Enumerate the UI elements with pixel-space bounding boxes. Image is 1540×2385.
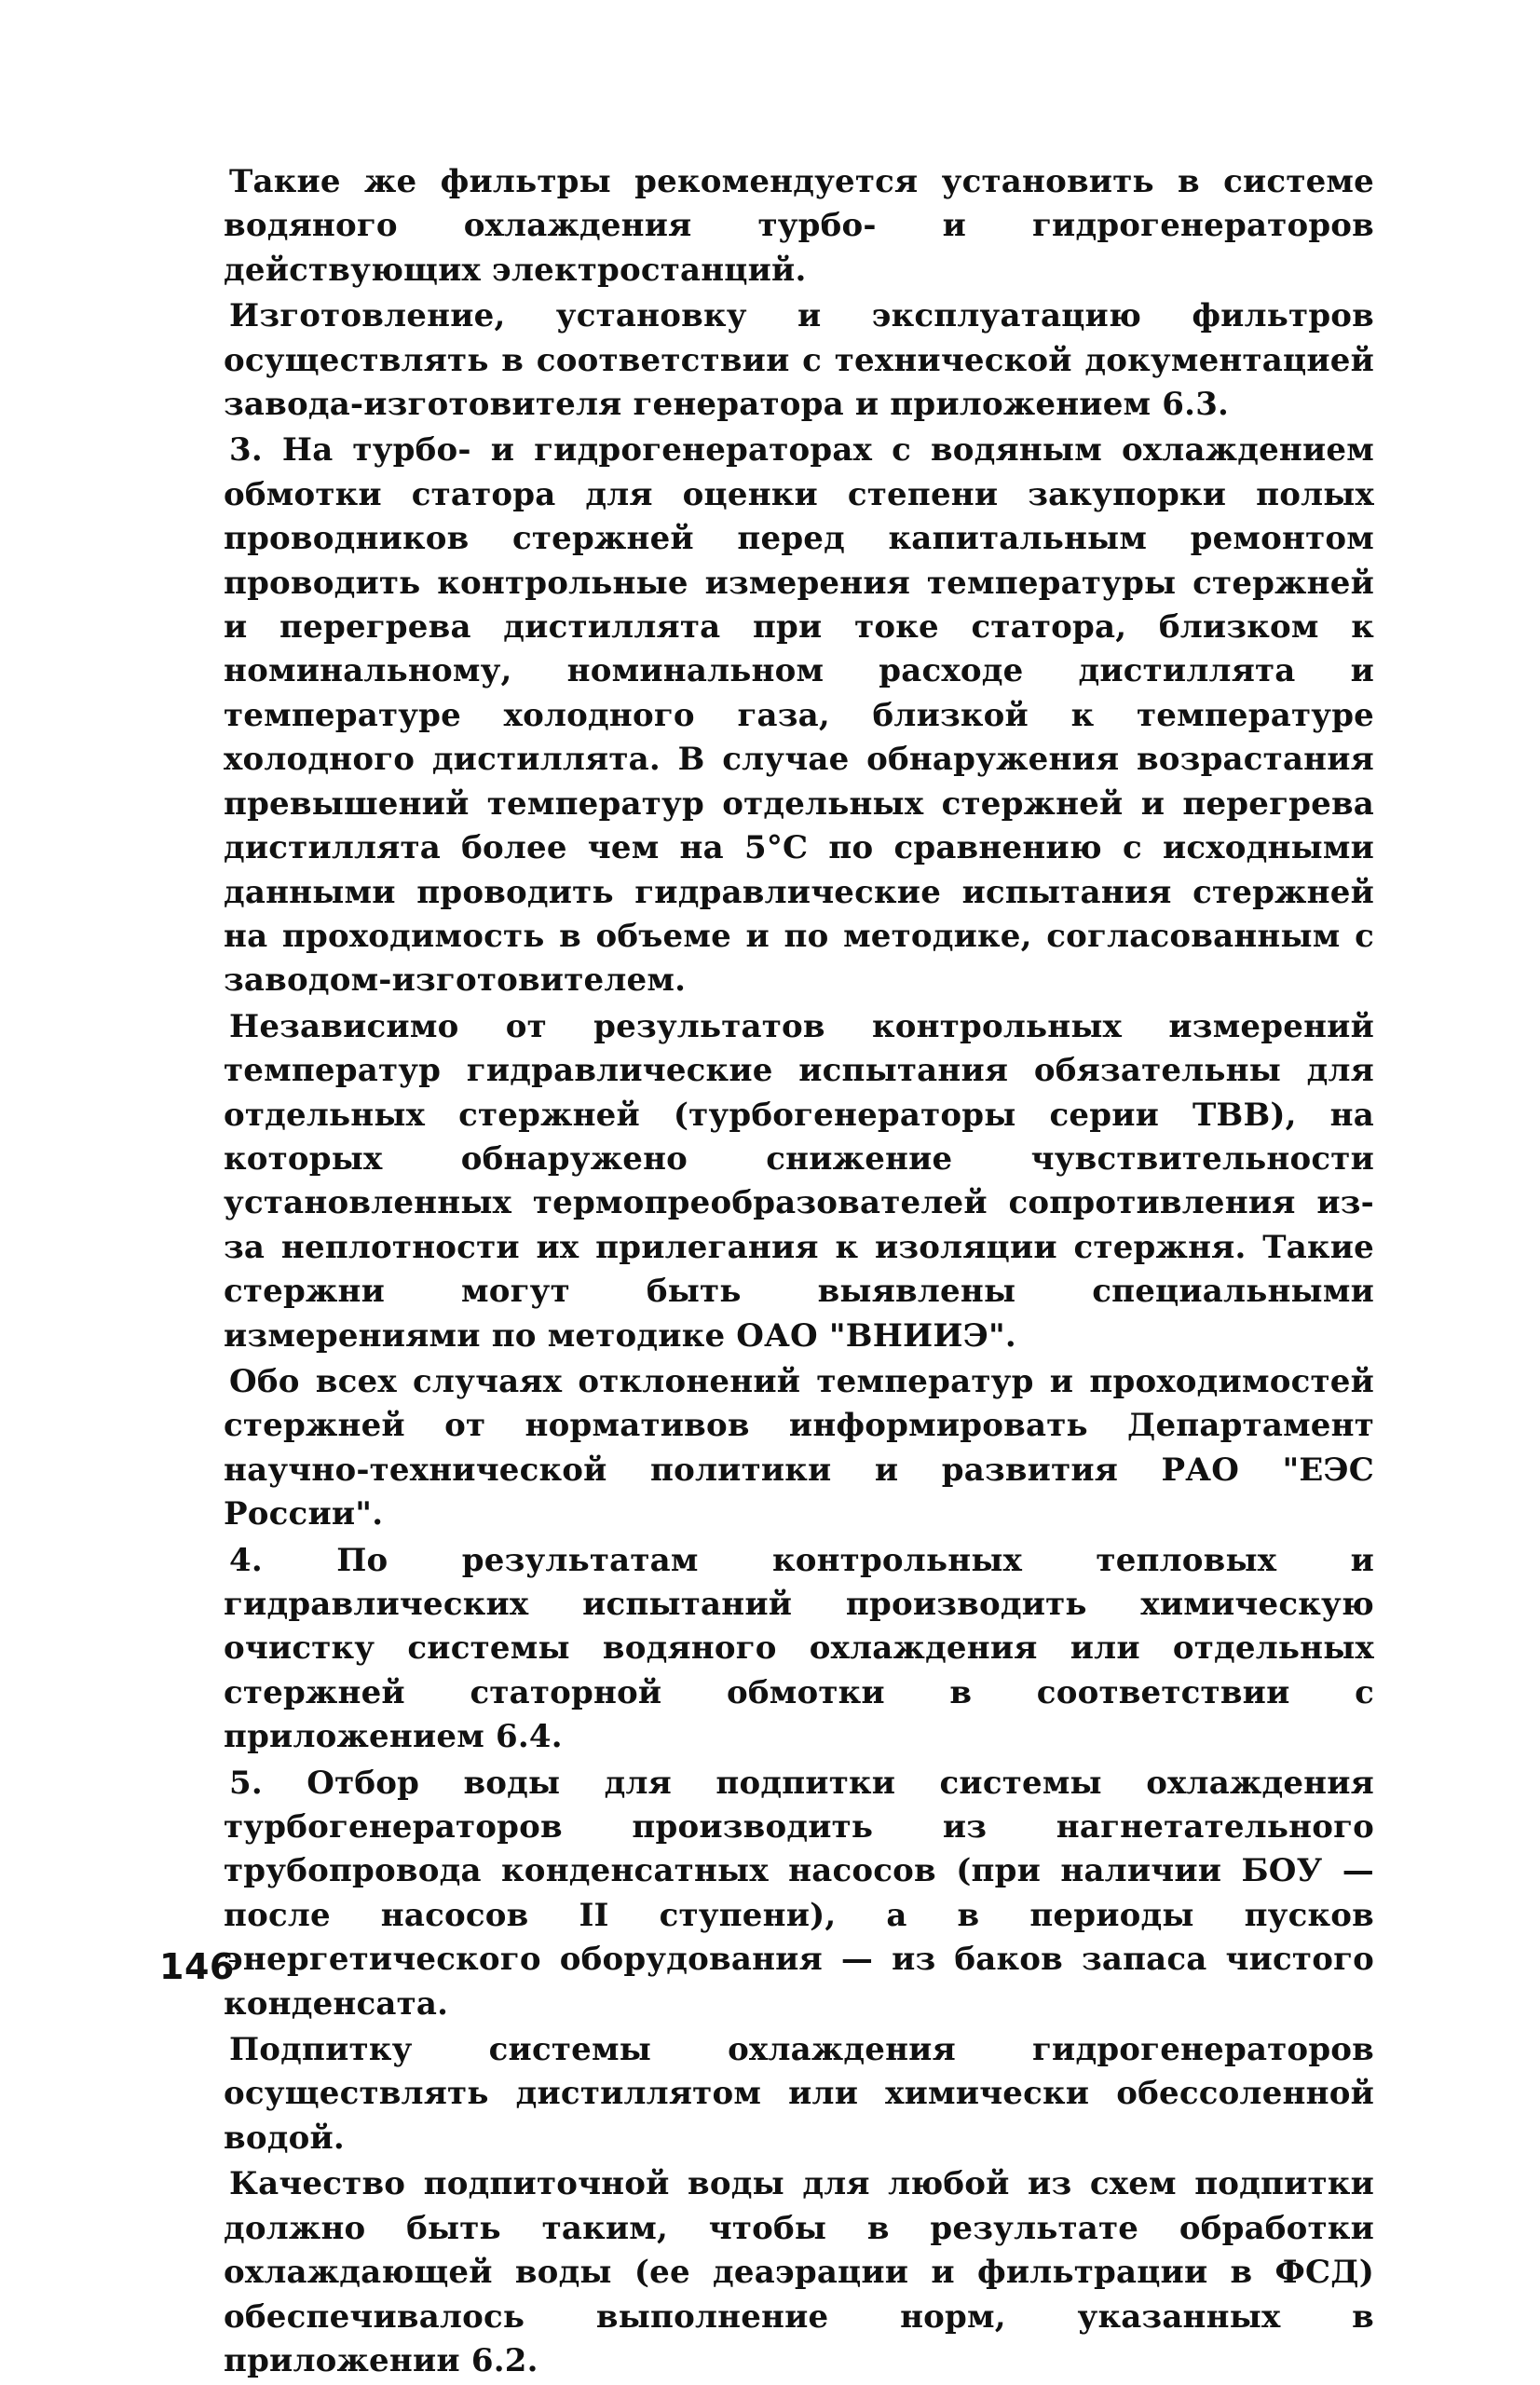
paragraph-hydraulic-tests: Независимо от результатов контрольных измерений температур гидравлические испытания обязательны для отдельных стержней (турбогенераторы серии ТВВ), на которых обнаружено снижение чувствительности установленных термопреобразователей сопротивления из-за неплотности их прилегания к изоляции стержня. Такие стержни могут быть выявлены специальными измерениями по методике ОАО "ВНИИЭ".: [224, 1007, 1374, 1355]
paragraph-filters-install: Такие же фильтры рекомендуется установить в системе водяного охлаждения турбо- и гидрогенераторов действующих электростанций.: [224, 163, 1374, 289]
paragraph-hydrogenerator-feed: Подпитку системы охлаждения гидрогенераторов осуществлять дистиллятом или химически обессоленной водой.: [224, 2031, 1374, 2157]
paragraph-item-4: 4. По результатам контрольных тепловых и гидравлических испытаний производить химическую очистку системы водяного охлаждения или отдельных стержней статорной обмотки в соответствии с приложением 6.4.: [224, 1541, 1374, 1756]
paragraph-item-3: 3. На турбо- и гидрогенераторах с водяным охлаждением обмотки статора для оценки степени закупорки полых проводников стержней перед капитальным ремонтом проводить контрольные измерения температуры стержней и перегрева дистиллята при токе статора, близком к номинальному, номинальном расходе дистиллята и температуре холодного газа, близкой к температуре холодного дистиллята. В случае обнаружения возрастания превышений температур отдельных стержней и перегрева дистиллята более чем на 5°C по сравнению с исходными данными проводить гидравлические испытания стержней на проходимость в объеме и по методике, согласованным с заводом-изготовителем.: [224, 431, 1374, 1000]
paragraph-feed-water-quality: Качество подпиточной воды для любой из схем подпитки должно быть таким, чтобы в результате обработки охлаждающей воды (ее деаэрации и фильтрации в ФСД) обеспечивалось выполнение норм, указанных в приложении 6.2.: [224, 2165, 1374, 2379]
page-body: [224, 160, 1374, 2385]
paragraph-deviations-report: Обо всех случаях отклонений температур и проходимостей стержней от нормативов информировать Департамент научно-технической политики и развития РАО "ЕЭС России".: [224, 1362, 1374, 1533]
paragraph-filters-manufacture: Изготовление, установку и эксплуатацию фильтров осуществлять в соответствии с технической документацией завода-изготовителя генератора и приложением 6.3.: [224, 297, 1374, 424]
page-number: 146: [159, 1946, 235, 1987]
paragraph-item-5: 5. Отбор воды для подпитки системы охлаждения турбогенераторов производить из нагнетательного трубопровода конденсатных насосов (при наличии БОУ — после насосов II ступени), а в периоды пусков энергетического оборудования — из баков запаса чистого конденсата.: [224, 1764, 1374, 2023]
